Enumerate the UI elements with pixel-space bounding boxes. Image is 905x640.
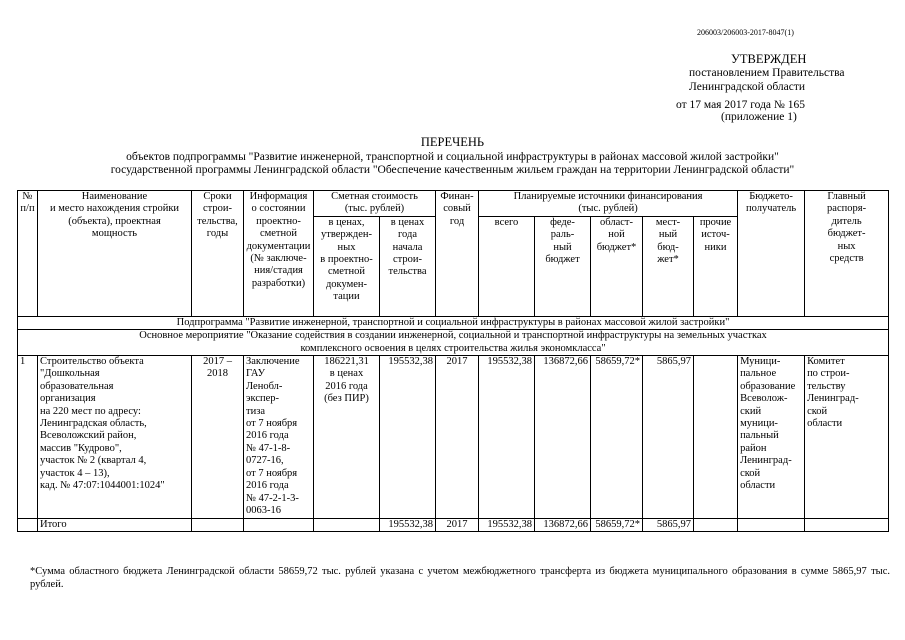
approval-title: УТВЕРЖДЕН [731, 52, 807, 66]
approval-line2: Ленинградской области [689, 81, 806, 93]
total-recipient-cell [738, 519, 805, 532]
header-manager: Главный распоря- дитель бюджет- ных средств [805, 191, 889, 317]
main-activity-title: Основное мероприятие "Оказание содействия в создании инженерной, социальной и транспортной инфраструктуры на земельных участках комплексного освоения в целях строительства жилья экономкласса" [18, 330, 889, 356]
header-total: всего [479, 216, 535, 316]
main-activity-row [18, 330, 889, 356]
total-row [18, 519, 889, 532]
approval-line3: от 17 мая 2017 года № 165 [676, 99, 805, 111]
header-num: № п/п [18, 191, 38, 317]
row-num: 1 [18, 356, 38, 519]
approval-block [676, 52, 891, 124]
table-header-row-1 [18, 191, 889, 217]
row-name: Строительство объекта "Дошкольная образовательная организация на 220 мест по адресу: Ленинградская область, Всеволожский район, массив "Кудрово", участок № 2 (квартал 4, участок 4 – 13), кад. № 47:07:1044001:1024" [38, 356, 192, 519]
total-terms-cell [192, 519, 244, 532]
header-federal: феде- раль- ный бюджет [535, 216, 591, 316]
header-fin-year: Финан- совый год [436, 191, 479, 317]
list-subtitle-1: объектов подпрограммы "Развитие инженерной, транспортной и социальной инфраструктуры в районах массовой жилой застройки" [126, 151, 779, 163]
header-regional: област- ной бюджет* [591, 216, 643, 316]
header-local: мест- ный бюд- жет* [643, 216, 694, 316]
total-label: Итого [38, 519, 192, 532]
row-fin-year: 2017 [436, 356, 479, 519]
total-total: 195532,38 [479, 519, 535, 532]
total-fin-year: 2017 [436, 519, 479, 532]
table-row [18, 356, 889, 519]
total-cost-start: 195532,38 [380, 519, 436, 532]
header-other: прочие источ- ники [694, 216, 738, 316]
row-regional: 58659,72* [591, 356, 643, 519]
header-cost-start: в ценах года начала строи- тельства [380, 216, 436, 316]
row-terms: 2017 – 2018 [192, 356, 244, 519]
header-sources: Планируемые источники финансирования (тыс. рублей) [479, 191, 738, 217]
document-number: 206003/206003-2017-8047(1) [697, 28, 794, 37]
total-info-cell [244, 519, 314, 532]
approval-line4: (приложение 1) [721, 111, 797, 123]
total-cost-current-cell [314, 519, 380, 532]
header-info: Информация о состоянии проектно- сметной документации (№ заключе- ния/стадия разработки) [244, 191, 314, 317]
row-recipient: Муници- пальное образование Всеволож- ский муници- пальный район Ленинград- ской области [738, 356, 805, 519]
row-local: 5865,97 [643, 356, 694, 519]
total-local: 5865,97 [643, 519, 694, 532]
header-name: Наименование и место нахождения стройки (объекта), проектная мощность [38, 191, 192, 317]
total-num-cell [18, 519, 38, 532]
header-cost: Сметная стоимость (тыс. рублей) [314, 191, 436, 217]
subprogram-title: Подпрограмма "Развитие инженерной, транспортной и социальной инфраструктуры в районах массовой жилой застройки" [18, 316, 889, 329]
footnote: *Сумма областного бюджета Ленинградской области 58659,72 тыс. рублей указана с учетом межбюджетного трансферта из бюджета муниципального образования в сумме 5865,97 тыс. рублей. [30, 566, 890, 590]
approval-line1: постановлением Правительства [689, 67, 845, 79]
header-terms: Сроки строи- тельства, годы [192, 191, 244, 317]
total-other-cell [694, 519, 738, 532]
header-recipient: Бюджето- получатель [738, 191, 805, 317]
row-total: 195532,38 [479, 356, 535, 519]
row-cost-start: 195532,38 [380, 356, 436, 519]
row-manager: Комитет по строи- тельству Ленинград- ской области [805, 356, 889, 519]
row-cost-current: 186221,31 в ценах 2016 года (без ПИР) [314, 356, 380, 519]
total-regional: 58659,72* [591, 519, 643, 532]
row-federal: 136872,66 [535, 356, 591, 519]
row-other [694, 356, 738, 519]
total-manager-cell [805, 519, 889, 532]
total-federal: 136872,66 [535, 519, 591, 532]
header-cost-current: в ценах, утвержден- ных в проектно- сметной докумен- тации [314, 216, 380, 316]
subprogram-row [18, 316, 889, 329]
list-subtitle-2: государственной программы Ленинградской области "Обеспечение качественным жильем граждан на территории Ленинградской области" [110, 164, 795, 176]
row-info: Заключение ГАУ Леноблэкспер- тиза от 7 ноября 2016 года № 47-1-8- 0727-16, от 7 ноября 2016 года № 47-2-1-3- 0063-16 [244, 356, 314, 519]
objects-table [17, 190, 889, 532]
list-title: ПЕРЕЧЕНЬ [420, 135, 485, 149]
